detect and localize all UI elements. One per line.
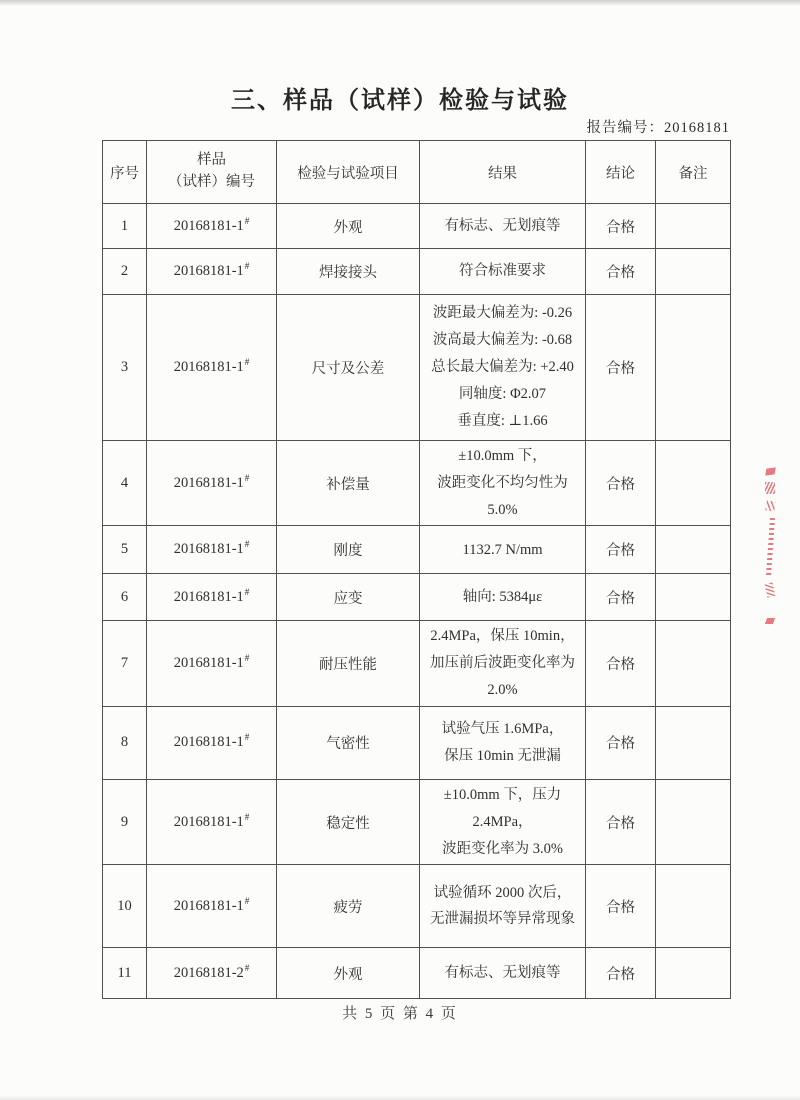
result-line: 波距变化不均匀性为 5.0%: [437, 474, 568, 518]
report-number: 20168181: [664, 120, 730, 136]
cell-remark: [656, 706, 731, 779]
cell-remark: [656, 204, 731, 249]
result-line: 试验气压 1.6MPa，: [441, 721, 564, 738]
sample-id: 20168181-1: [173, 263, 244, 279]
scan-edge-bottom: [0, 1096, 800, 1100]
cell-item: 疲劳: [277, 865, 420, 948]
red-stamp-fragment: [762, 468, 778, 650]
result-line: 波距最大偏差为: -0.26: [432, 305, 573, 322]
cell-conclusion: 合格: [586, 621, 656, 706]
sample-id: 20168181-2: [173, 964, 244, 981]
table-row: [103, 779, 731, 864]
cell-seq: 4: [103, 441, 147, 526]
result-line: 总长最大偏差为: +2.40: [431, 359, 574, 376]
cell-result: [420, 295, 586, 441]
cell-conclusion: 合格: [586, 574, 656, 621]
cell-conclusion: 合格: [586, 779, 656, 864]
cell-seq: 8: [103, 706, 147, 779]
sample-sup: #: [244, 586, 250, 597]
sample-sup: #: [244, 357, 250, 367]
cell-sample: [147, 865, 277, 948]
header-item: 检验与试验项目: [277, 141, 420, 204]
cell-remark: [656, 574, 731, 621]
stamp-mark: [765, 467, 776, 475]
sample-id: 20168181-1: [173, 474, 244, 491]
result-line: 符合标准要求: [459, 263, 546, 280]
report-number-label: 报告编号：: [586, 120, 664, 136]
cell-result: [420, 948, 586, 999]
header-sample-line2: （试样）编号: [168, 174, 255, 190]
table-row: [103, 249, 731, 295]
result-line: 同轴度: Φ2.07: [458, 385, 547, 402]
result-line: 1132.7 N/mm: [462, 541, 543, 558]
cell-item: 刚度: [277, 526, 420, 574]
result-line: 波距变化率为 3.0%: [442, 840, 563, 857]
report-number-line: [102, 116, 730, 137]
cell-result: [420, 779, 586, 864]
cell-item: 稳定性: [277, 779, 420, 864]
result-line: 无泄漏损坏等异常现象: [430, 911, 575, 928]
cell-item: 尺寸及公差: [277, 295, 420, 441]
table-row: [103, 526, 731, 574]
sample-sup: #: [244, 732, 250, 743]
cell-seq: 11: [103, 948, 147, 999]
page-title: 三、样品（试样）检验与试验: [231, 88, 569, 114]
cell-remark: [656, 295, 731, 441]
cell-sample: [147, 204, 277, 249]
cell-remark: [656, 526, 731, 574]
table-row: [103, 295, 731, 441]
sample-id: 20168181-1: [173, 813, 244, 830]
cell-conclusion: 合格: [586, 249, 656, 295]
table-row: [103, 441, 731, 526]
table-row: [103, 865, 731, 948]
sample-sup: #: [244, 653, 250, 664]
cell-remark: [656, 948, 731, 999]
sample-id: 20168181-1: [173, 588, 244, 605]
cell-item: 外观: [277, 948, 420, 999]
cell-sample: [147, 706, 277, 779]
cell-conclusion: 合格: [586, 948, 656, 999]
stamp-mark: [765, 518, 774, 576]
cell-seq: 1: [103, 204, 147, 249]
cell-item: 气密性: [277, 706, 420, 779]
cell-result: [420, 204, 586, 249]
result-line: 轴向: 5384με: [462, 589, 543, 606]
cell-sample: [147, 526, 277, 574]
sample-sup: #: [244, 962, 250, 973]
sample-id: 20168181-1: [173, 655, 244, 672]
sample-id: 20168181-1: [173, 541, 244, 558]
result-line: ±10.0mm 下，压力 2.4MPa，: [443, 786, 562, 830]
cell-conclusion: 合格: [586, 204, 656, 249]
cell-seq: 6: [103, 574, 147, 621]
cell-result: [420, 621, 586, 706]
header-seq: 序号: [103, 141, 147, 204]
cell-item: 耐压性能: [277, 621, 420, 706]
sample-id: 20168181-1: [173, 217, 244, 234]
cell-sample: [147, 249, 277, 295]
cell-sample: [147, 621, 277, 706]
sample-id: 20168181-1: [173, 897, 244, 914]
cell-seq: 7: [103, 621, 147, 706]
cell-result: [420, 526, 586, 574]
cell-conclusion: 合格: [586, 295, 656, 441]
stamp-mark: [765, 500, 776, 511]
cell-result: [420, 249, 586, 295]
result-line: 有标志、无划痕等: [444, 964, 561, 981]
cell-item: 外观: [277, 204, 420, 249]
table-row: [103, 574, 731, 621]
cell-conclusion: 合格: [586, 526, 656, 574]
cell-result: [420, 865, 586, 948]
cell-conclusion: 合格: [586, 441, 656, 526]
sample-id: 20168181-1: [173, 359, 244, 375]
page-footer: 共 5 页 第 4 页: [342, 1006, 458, 1022]
result-line: 试验循环 2000 次后，: [433, 884, 572, 901]
sample-sup: #: [244, 811, 250, 822]
sample-sup: #: [244, 261, 250, 271]
sample-sup: #: [244, 539, 250, 550]
cell-seq: 3: [103, 295, 147, 441]
cell-result: [420, 574, 586, 621]
cell-conclusion: 合格: [586, 706, 656, 779]
cell-remark: [656, 865, 731, 948]
header-sample: [147, 141, 277, 204]
cell-result: [420, 706, 586, 779]
cell-remark: [656, 621, 731, 706]
cell-conclusion: 合格: [586, 865, 656, 948]
cell-seq: 9: [103, 779, 147, 864]
cell-seq: 5: [103, 526, 147, 574]
result-line: ±10.0mm 下，: [458, 448, 547, 464]
result-line: 加压前后波距变化率为 2.0%: [430, 655, 575, 699]
cell-seq: 2: [103, 249, 147, 295]
header-sample-line1: 样品: [197, 152, 226, 169]
cell-remark: [656, 441, 731, 526]
table-row: [103, 204, 731, 249]
cell-sample: [147, 948, 277, 999]
header-remark: 备注: [656, 141, 731, 204]
stamp-mark: [765, 618, 775, 624]
sample-sup: #: [244, 472, 250, 483]
cell-sample: [147, 295, 277, 441]
table-row: [103, 706, 731, 779]
result-line: 保压 10min 无泄漏: [444, 747, 561, 764]
result-line: 波高最大偏差为: -0.68: [432, 332, 573, 349]
table-row: [103, 621, 731, 706]
result-line: 垂直度: ⊥1.66: [457, 412, 548, 429]
cell-seq: 10: [103, 865, 147, 948]
result-line: 2.4MPa，保压 10min，: [430, 628, 575, 645]
header-conclusion: 结论: [586, 141, 656, 204]
scan-edge-top: [0, 0, 800, 6]
cell-result: [420, 441, 586, 526]
cell-sample: [147, 779, 277, 864]
cell-remark: [656, 779, 731, 864]
cell-sample: [147, 441, 277, 526]
cell-remark: [656, 249, 731, 295]
table-row: [103, 948, 731, 999]
cell-item: 应变: [277, 574, 420, 621]
result-line: 有标志、无划痕等: [444, 217, 561, 234]
cell-sample: [147, 574, 277, 621]
table-header-row: [103, 141, 731, 204]
results-table: [102, 140, 731, 999]
sample-id: 20168181-1: [173, 734, 244, 751]
cell-item: 焊接接头: [277, 249, 420, 295]
header-result: 结果: [420, 141, 586, 204]
sample-sup: #: [244, 895, 250, 906]
stamp-mark: [765, 582, 776, 597]
stamp-mark: [765, 482, 775, 494]
cell-item: 补偿量: [277, 441, 420, 526]
sample-sup: #: [244, 215, 250, 226]
